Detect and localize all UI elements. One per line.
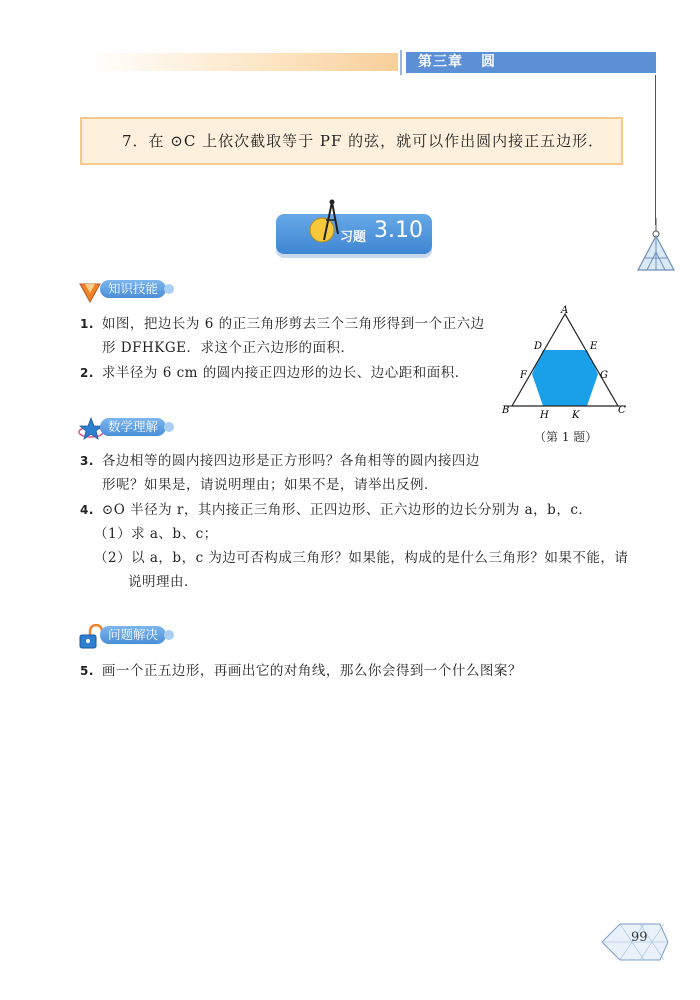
section-problem-solving-title: 问题解决 xyxy=(100,626,166,644)
question-1 xyxy=(80,313,485,335)
question-text: （1）求 a、b、c； xyxy=(94,526,218,542)
label-G: G xyxy=(600,370,608,381)
compass-decoration-icon xyxy=(633,218,679,274)
question-text: 形 DFHKGE．求这个正六边形的面积． xyxy=(102,340,355,356)
label-H: H xyxy=(540,410,549,421)
question-4-sub1 xyxy=(94,523,218,545)
label-E: E xyxy=(590,341,598,352)
section-problem-solving xyxy=(78,624,208,648)
label-F: F xyxy=(520,370,527,381)
section-skills-title: 知识技能 xyxy=(100,280,166,298)
question-text: 形呢？如果是，请说明理由；如果不是，请举出反例． xyxy=(102,477,438,493)
question-number: 4. xyxy=(80,503,94,517)
question-text: 如图，把边长为 6 的正三角形剪去三个三角形得到一个正六边 xyxy=(101,316,485,332)
question-4 xyxy=(80,499,592,521)
chapter-label: 第三章 xyxy=(418,54,463,70)
hint-callout xyxy=(80,117,623,165)
question-text: （2）以 a，b，c 为边可否构成三角形？如果能，构成的是什么三角形？如果不能，请 xyxy=(94,550,629,566)
question-text: 各边相等的圆内接四边形是正方形吗？各角相等的圆内接四边 xyxy=(101,453,480,469)
exercise-label: 习题 xyxy=(340,230,367,245)
question-4-sub2-cont xyxy=(128,571,198,593)
hexagon-shape xyxy=(532,350,598,406)
section-understanding-title: 数学理解 xyxy=(100,418,166,436)
chapter-header xyxy=(406,52,656,73)
section-skills xyxy=(78,278,198,302)
page-number: 99 xyxy=(631,930,648,945)
label-C: C xyxy=(618,405,626,416)
question-3 xyxy=(80,450,480,472)
label-K: K xyxy=(572,410,580,421)
label-D: D xyxy=(534,341,543,352)
section-understanding xyxy=(78,416,208,440)
header-decoration-bar xyxy=(86,53,398,71)
exercise-number: 3.10 xyxy=(374,218,423,243)
label-B: B xyxy=(502,405,510,416)
question-number: 1. xyxy=(80,317,94,331)
question-text: 求半径为 6 cm 的圆内接正四边形的边长、边心距和面积． xyxy=(101,365,469,381)
question-text: 画一个正五边形，再画出它的对角线，那么你会得到一个什么图案？ xyxy=(101,663,522,679)
question-4-sub2 xyxy=(94,547,628,569)
question-number: 5. xyxy=(80,664,94,678)
margin-rule xyxy=(655,75,656,225)
figure-caption: （第 1 题） xyxy=(534,430,598,444)
question-number: 2. xyxy=(80,366,94,380)
label-A: A xyxy=(561,305,569,316)
question-5 xyxy=(80,660,522,682)
question-text: ⊙O 半径为 r，其内接正三角形、正四边形、正六边形的边长分别为 a，b，c． xyxy=(101,502,593,518)
chapter-topic: 圆 xyxy=(481,54,496,70)
question-2 xyxy=(80,362,469,384)
callout-text: 7．在 ⊙C 上依次截取等于 PF 的弦，就可以作出圆内接正五边形． xyxy=(122,132,605,150)
header-divider xyxy=(400,50,402,75)
question-3-cont xyxy=(102,474,438,496)
question-number: 3. xyxy=(80,454,94,468)
question-text: 说明理由． xyxy=(128,574,198,590)
question-1-cont xyxy=(102,337,354,359)
